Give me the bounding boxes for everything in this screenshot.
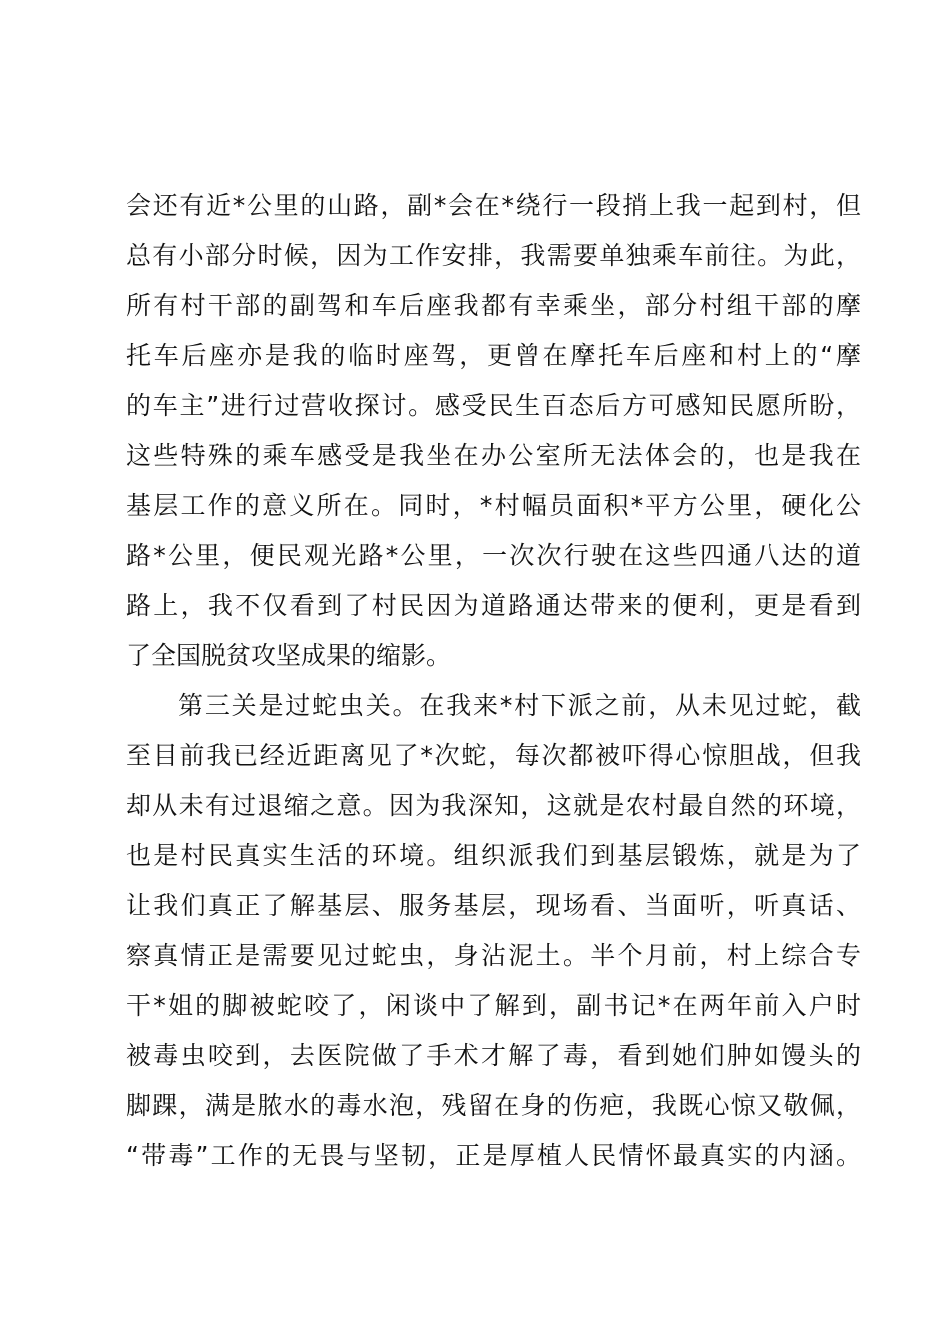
text-line: “带毒”工作的无畏与坚韧，正是厚植人民情怀最真实的内涵。 bbox=[126, 1141, 861, 1170]
text-line: 托车后座亦是我的临时座驾，更曾在摩托车后座和村上的“摩 bbox=[126, 341, 861, 370]
text-line: 路上，我不仅看到了村民因为道路通达带来的便利，更是看到 bbox=[126, 591, 861, 620]
text-line: 的车主”进行过营收探讨。感受民生百态后方可感知民愿所盼， bbox=[126, 391, 861, 420]
text-line: 基层工作的意义所在。同时，*村幅员面积*平方公里，硬化公 bbox=[126, 491, 861, 520]
text-line: 干*姐的脚被蛇咬了，闲谈中了解到，副书记*在两年前入户时 bbox=[126, 991, 861, 1020]
text-line: 让我们真正了解基层、服务基层，现场看、当面听，听真话、 bbox=[126, 891, 861, 920]
text-line: 脚踝，满是脓水的毒水泡，残留在身的伤疤，我既心惊又敬佩， bbox=[126, 1091, 861, 1120]
text-line: 所有村干部的副驾和车后座我都有幸乘坐，部分村组干部的摩 bbox=[126, 291, 861, 320]
text-line: 总有小部分时候，因为工作安排，我需要单独乘车前往。为此， bbox=[126, 241, 861, 270]
text-line: 却从未有过退缩之意。因为我深知，这就是农村最自然的环境， bbox=[126, 791, 861, 820]
text-line-last: 了全国脱贫攻坚成果的缩影。 bbox=[126, 641, 452, 670]
text-line-indented: 第三关是过蛇虫关。在我来*村下派之前，从未见过蛇，截 bbox=[178, 691, 861, 720]
text-line: 察真情正是需要见过蛇虫，身沾泥土。半个月前，村上综合专 bbox=[126, 941, 861, 970]
text-line: 会还有近*公里的山路，副*会在*绕行一段捎上我一起到村，但 bbox=[126, 191, 861, 220]
text-line: 被毒虫咬到，去医院做了手术才解了毒，看到她们肿如馒头的 bbox=[126, 1041, 861, 1070]
text-line: 也是村民真实生活的环境。组织派我们到基层锻炼，就是为了 bbox=[126, 841, 861, 870]
text-line: 至目前我已经近距离见了*次蛇，每次都被吓得心惊胆战，但我 bbox=[126, 741, 861, 770]
text-line: 路*公里，便民观光路*公里，一次次行驶在这些四通八达的道 bbox=[126, 541, 861, 570]
text-line: 这些特殊的乘车感受是我坐在办公室所无法体会的，也是我在 bbox=[126, 441, 861, 470]
